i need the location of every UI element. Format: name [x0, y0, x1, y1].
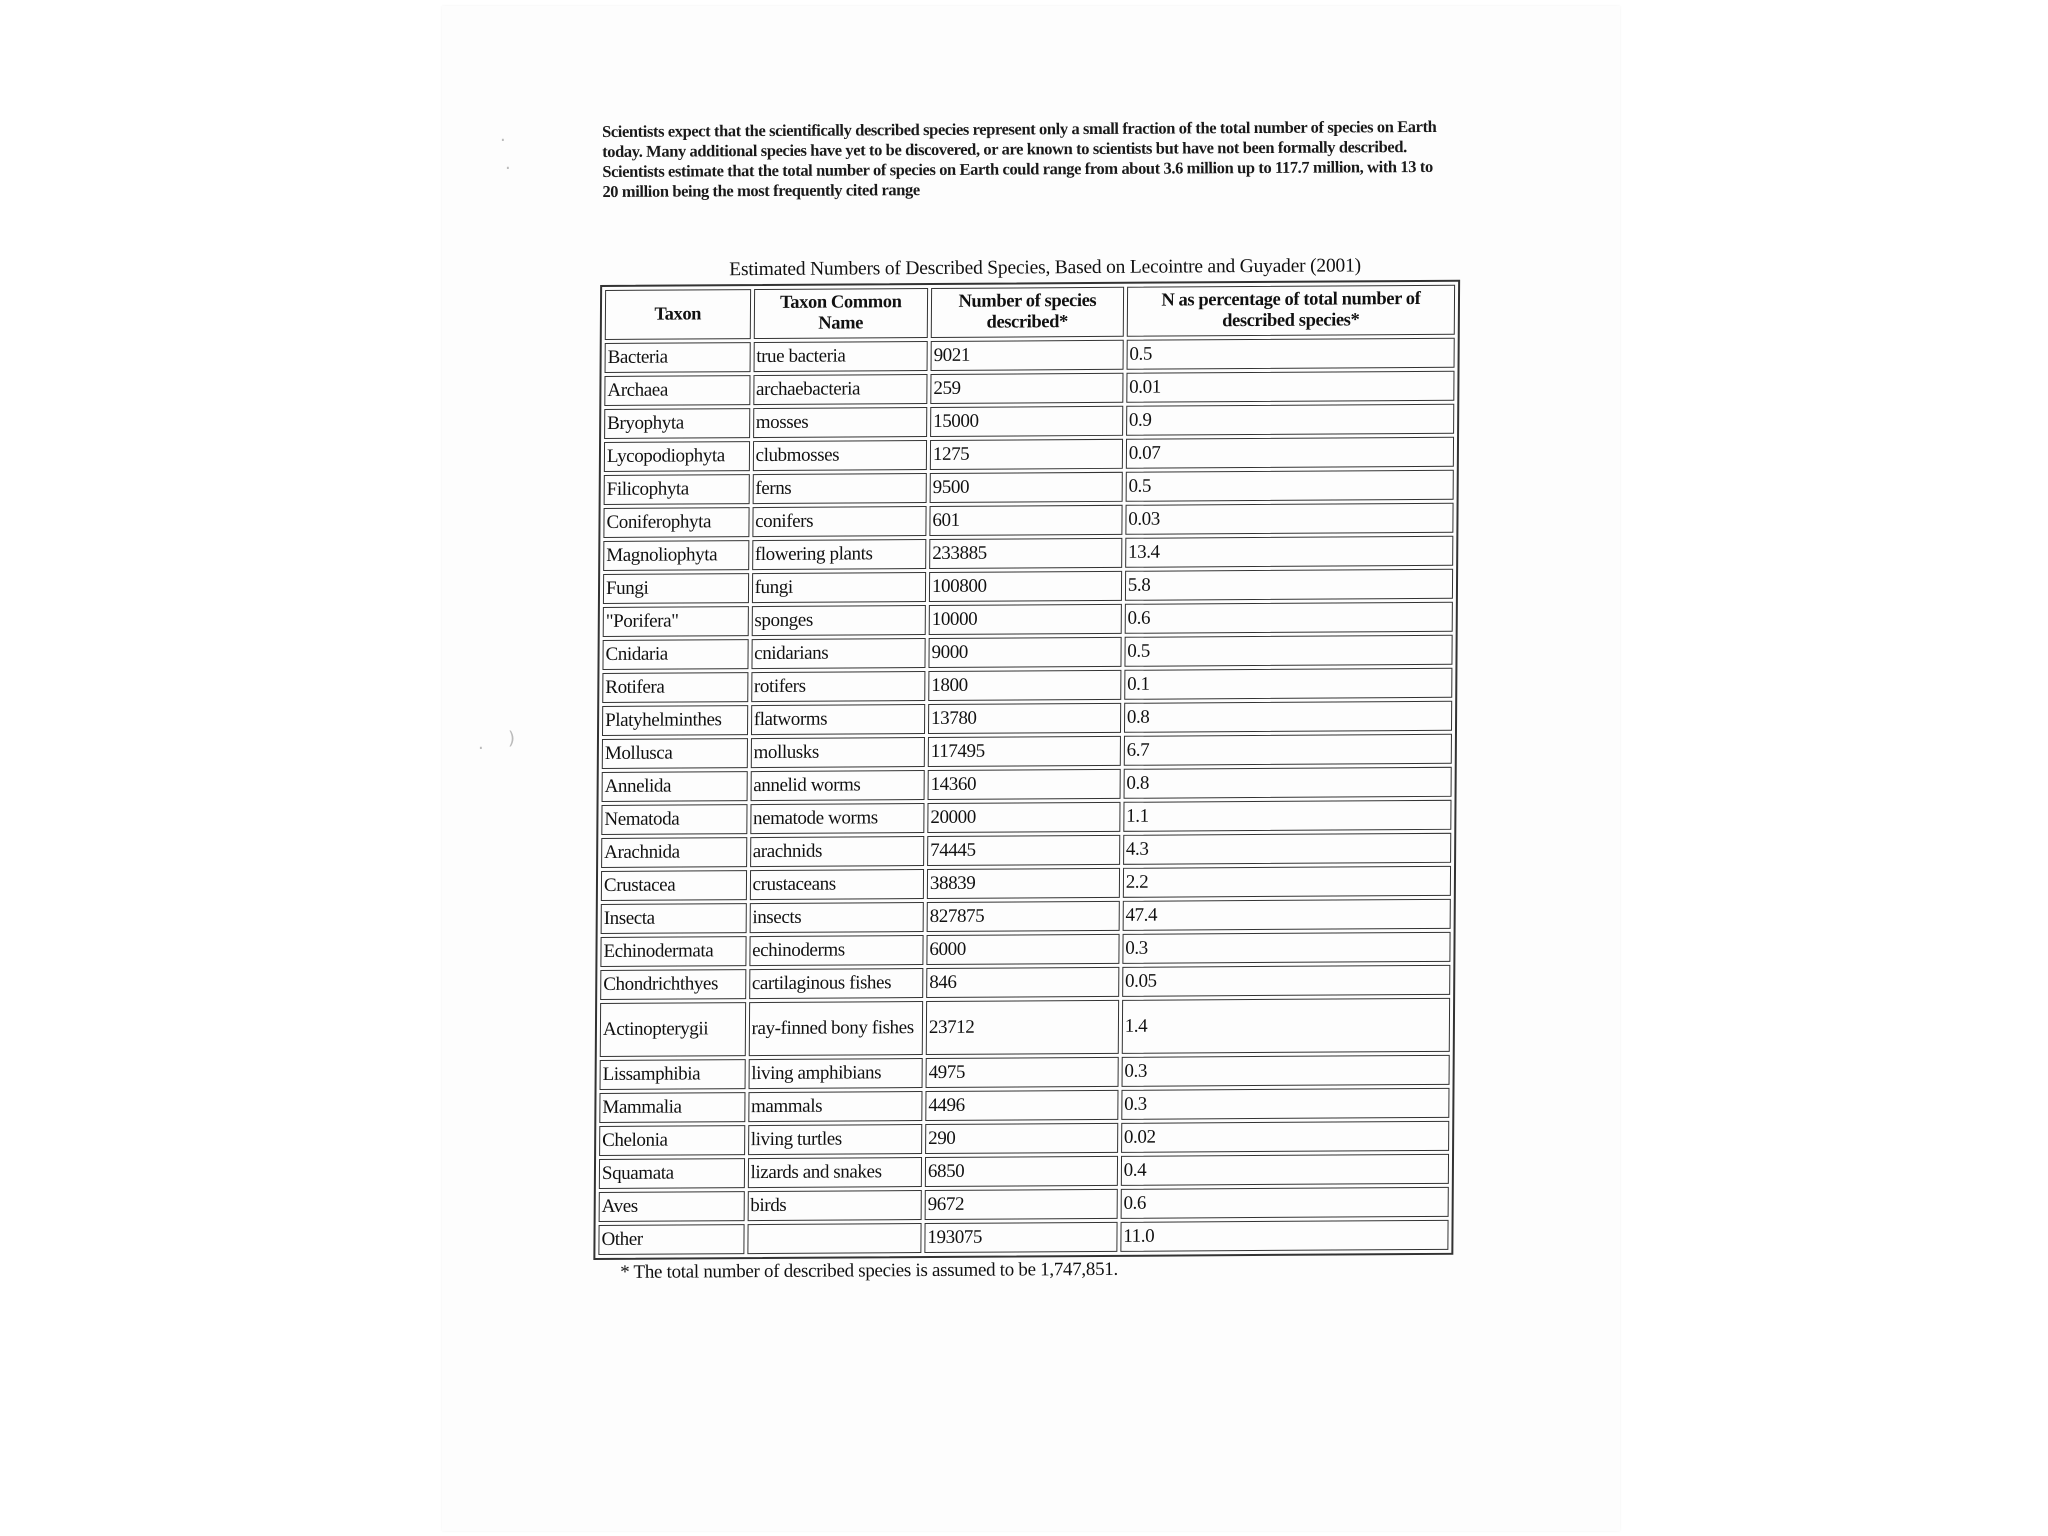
table-row	[599, 1121, 1449, 1156]
common-name-cell: living turtles	[748, 1124, 923, 1155]
taxon-cell: Nematoda	[601, 804, 747, 835]
count-cell: 6000	[926, 934, 1119, 965]
percent-cell: 0.6	[1124, 602, 1452, 634]
percent-cell: 0.4	[1121, 1154, 1449, 1186]
common-name-cell: birds	[747, 1190, 922, 1221]
table-header-row	[605, 285, 1455, 340]
count-cell: 9500	[930, 472, 1123, 503]
count-cell: 14360	[928, 769, 1121, 800]
scan-mark: ·	[478, 738, 484, 759]
percent-cell: 47.4	[1122, 899, 1450, 931]
species-table	[593, 280, 1460, 1260]
taxon-cell: Platyhelminthes	[602, 705, 748, 736]
table-row	[602, 668, 1452, 703]
count-cell: 10000	[929, 604, 1122, 635]
table-row	[601, 899, 1451, 934]
count-cell: 38839	[927, 868, 1120, 899]
common-name-cell: ferns	[752, 473, 927, 504]
count-cell: 1800	[928, 670, 1121, 701]
taxon-cell: Magnoliophyta	[603, 540, 749, 571]
taxon-cell: Squamata	[599, 1158, 745, 1189]
count-cell: 20000	[927, 802, 1120, 833]
table-row	[599, 1154, 1449, 1189]
table-row	[598, 1220, 1448, 1255]
count-cell: 4975	[925, 1057, 1118, 1088]
table-row	[602, 734, 1452, 769]
table-row	[601, 833, 1451, 868]
header-number-described: Number of species described*	[931, 287, 1124, 338]
taxon-cell: Echinodermata	[600, 936, 746, 967]
table-row	[603, 503, 1453, 538]
count-cell: 601	[929, 505, 1122, 536]
count-cell: 4496	[925, 1090, 1118, 1121]
table-row	[602, 767, 1452, 802]
table-footnote: * The total number of described species is assumed to be 1,747,851.	[620, 1258, 1118, 1283]
scan-mark: )	[508, 728, 516, 749]
taxon-cell: Fungi	[603, 573, 749, 604]
table-row	[603, 602, 1453, 637]
count-cell: 13780	[928, 703, 1121, 734]
count-cell: 290	[925, 1123, 1118, 1154]
percent-cell: 1.1	[1123, 800, 1451, 832]
percent-cell: 1.4	[1122, 998, 1451, 1054]
count-cell: 9000	[928, 637, 1121, 668]
table-row	[603, 569, 1453, 604]
header-taxon: Taxon	[605, 289, 751, 340]
taxon-cell: Aves	[599, 1191, 745, 1222]
table-row	[599, 1187, 1449, 1222]
percent-cell: 0.6	[1120, 1187, 1448, 1219]
scan-mark: ·	[505, 158, 511, 179]
common-name-cell: ray-finned bony fishes	[748, 1001, 923, 1056]
count-cell: 117495	[928, 736, 1121, 767]
common-name-cell: mosses	[753, 407, 928, 438]
common-name-cell: living amphibians	[748, 1058, 923, 1089]
percent-cell: 0.3	[1121, 1055, 1449, 1087]
taxon-cell: Filicophyta	[604, 474, 750, 505]
table-row	[602, 701, 1452, 736]
percent-cell: 0.8	[1124, 701, 1452, 733]
common-name-cell: echinoderms	[749, 935, 924, 966]
percent-cell: 0.3	[1122, 932, 1450, 964]
taxon-cell: Bryophyta	[604, 408, 750, 439]
percent-cell: 0.03	[1125, 503, 1453, 535]
percent-cell: 6.7	[1124, 734, 1452, 766]
common-name-cell: fungi	[752, 572, 927, 603]
common-name-cell: mammals	[748, 1091, 923, 1122]
common-name-cell: cnidarians	[751, 638, 926, 669]
taxon-cell: Archaea	[604, 375, 750, 406]
taxon-cell: Lissamphibia	[600, 1059, 746, 1090]
count-cell: 9672	[925, 1189, 1118, 1220]
common-name-cell: flatworms	[751, 704, 926, 735]
common-name-cell: clubmosses	[752, 440, 927, 471]
scan-mark: ·	[500, 130, 506, 151]
percent-cell: 2.2	[1123, 866, 1451, 898]
table-row	[600, 998, 1450, 1057]
percent-cell: 13.4	[1125, 536, 1453, 568]
table-row	[604, 437, 1454, 472]
count-cell: 846	[926, 967, 1119, 998]
taxon-cell: Actinopterygii	[600, 1002, 746, 1057]
table-row	[601, 800, 1451, 835]
common-name-cell: mollusks	[750, 737, 925, 768]
percent-cell: 5.8	[1125, 569, 1453, 601]
table-row	[604, 371, 1454, 406]
count-cell: 9021	[931, 340, 1124, 371]
percent-cell: 4.3	[1123, 833, 1451, 865]
percent-cell: 0.5	[1125, 470, 1453, 502]
percent-cell: 0.01	[1126, 371, 1454, 403]
table-row	[604, 404, 1454, 439]
taxon-cell: Rotifera	[602, 672, 748, 703]
table-row	[605, 338, 1455, 373]
header-common-name: Taxon Common Name	[753, 288, 928, 339]
percent-cell: 0.5	[1124, 635, 1452, 667]
count-cell: 233885	[929, 538, 1122, 569]
table-row	[600, 932, 1450, 967]
taxon-cell: Bacteria	[605, 342, 751, 373]
taxon-cell: "Porifera"	[603, 606, 749, 637]
table-row	[601, 866, 1451, 901]
count-cell: 15000	[930, 406, 1123, 437]
count-cell: 193075	[924, 1222, 1117, 1253]
percent-cell: 0.8	[1123, 767, 1451, 799]
common-name-cell: cartilaginous fishes	[749, 968, 924, 999]
count-cell: 6850	[925, 1156, 1118, 1187]
table-row	[603, 536, 1453, 571]
taxon-cell: Other	[598, 1224, 744, 1255]
common-name-cell: crustaceans	[749, 869, 924, 900]
taxon-cell: Chondrichthyes	[600, 969, 746, 1000]
percent-cell: 0.5	[1126, 338, 1454, 370]
count-cell: 259	[930, 373, 1123, 404]
taxon-cell: Mammalia	[599, 1092, 745, 1123]
count-cell: 100800	[929, 571, 1122, 602]
table-row	[600, 965, 1450, 1000]
percent-cell: 0.02	[1121, 1121, 1449, 1153]
taxon-cell: Annelida	[602, 771, 748, 802]
percent-cell: 11.0	[1120, 1220, 1448, 1252]
common-name-cell: arachnids	[750, 836, 925, 867]
table-row	[599, 1088, 1449, 1123]
intro-paragraph: Scientists expect that the scientifically described species represent only a small fraction of the total number of species on Earth today. Many additional species have yet to be discovered, or are known to scientists but have not been formally described. Scientists estimate that the total number of species on Earth could range from about 3.6 million up to 117.7 million, with 13 to 20 million being the most frequently cited range	[602, 116, 1437, 201]
taxon-cell: Coniferophyta	[603, 507, 749, 538]
percent-cell: 0.05	[1122, 965, 1450, 997]
table-row	[600, 1055, 1450, 1090]
taxon-cell: Cnidaria	[602, 639, 748, 670]
percent-cell: 0.9	[1126, 404, 1454, 436]
taxon-cell: Lycopodiophyta	[604, 441, 750, 472]
common-name-cell: rotifers	[751, 671, 926, 702]
common-name-cell: annelid worms	[750, 770, 925, 801]
taxon-cell: Chelonia	[599, 1125, 745, 1156]
common-name-cell: sponges	[751, 605, 926, 636]
percent-cell: 0.07	[1126, 437, 1454, 469]
common-name-cell: insects	[749, 902, 924, 933]
common-name-cell: archaebacteria	[753, 374, 928, 405]
common-name-cell: true bacteria	[753, 341, 928, 372]
count-cell: 74445	[927, 835, 1120, 866]
taxon-cell: Crustacea	[601, 870, 747, 901]
header-percentage: N as percentage of total number of described species*	[1127, 285, 1456, 337]
taxon-cell: Mollusca	[602, 738, 748, 769]
table-row	[604, 470, 1454, 505]
common-name-cell: lizards and snakes	[747, 1157, 922, 1188]
common-name-cell	[747, 1223, 922, 1254]
count-cell: 23712	[926, 1000, 1119, 1055]
count-cell: 1275	[930, 439, 1123, 470]
common-name-cell: flowering plants	[752, 539, 927, 570]
taxon-cell: Arachnida	[601, 837, 747, 868]
common-name-cell: nematode worms	[750, 803, 925, 834]
percent-cell: 0.3	[1121, 1088, 1449, 1120]
species-table-section	[600, 255, 1466, 1284]
table-caption: Estimated Numbers of Described Species, Based on Lecointre and Guyader (2001)	[729, 255, 1361, 281]
percent-cell: 0.1	[1124, 668, 1452, 700]
common-name-cell: conifers	[752, 506, 927, 537]
table-row	[602, 635, 1452, 670]
count-cell: 827875	[927, 901, 1120, 932]
taxon-cell: Insecta	[601, 903, 747, 934]
